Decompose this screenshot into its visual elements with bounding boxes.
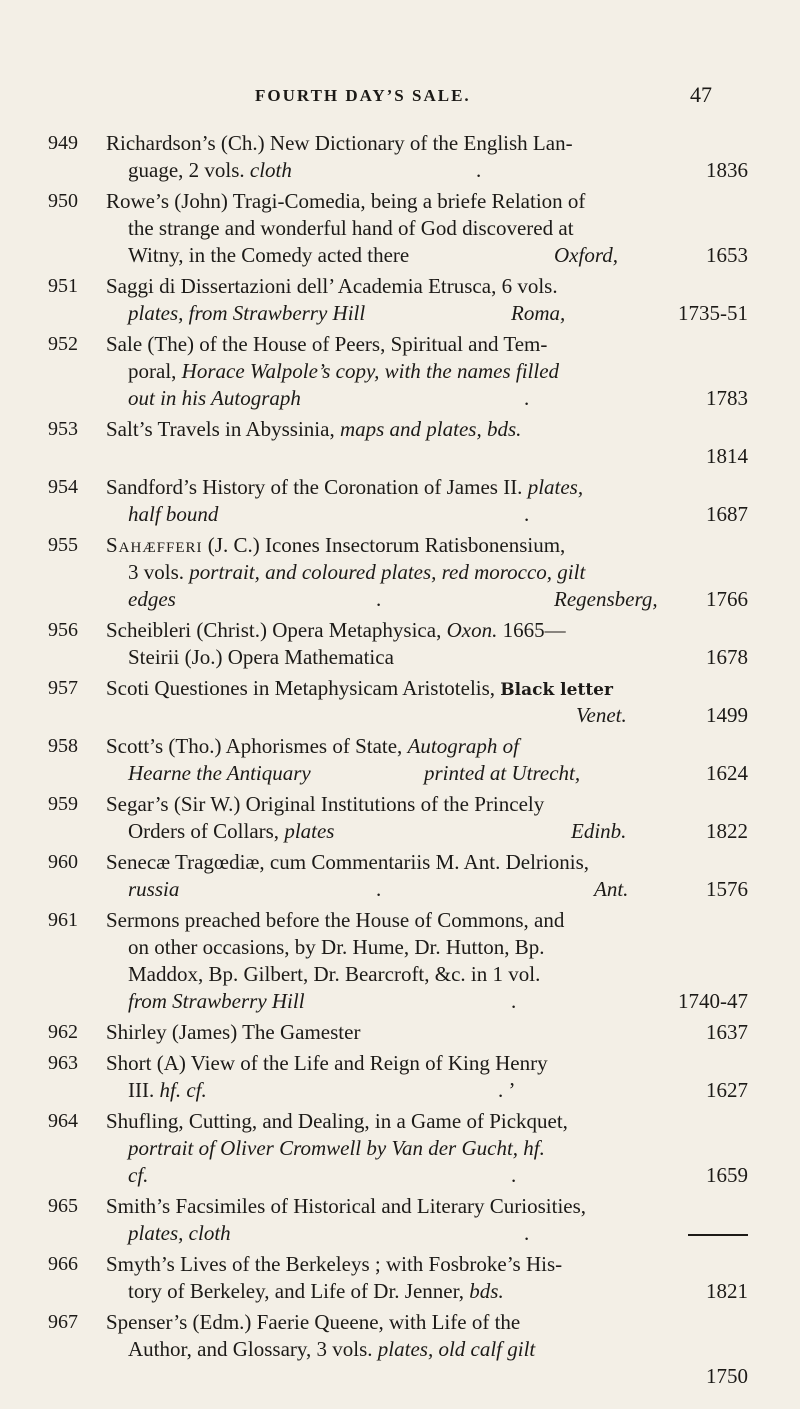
page-header — [0, 82, 800, 116]
entry-line: Sandford’s History of the Coronation of James II. plates, — [106, 475, 584, 499]
entry-line: Author, and Glossary, 3 vols. plates, old calf gilt — [128, 1337, 536, 1361]
entry-line: Short (A) View of the Life and Reign of King Henry — [106, 1051, 548, 1075]
lot-number: 952 — [48, 333, 78, 355]
lot-number: 958 — [48, 735, 78, 757]
entry-line: Smith’s Facsimiles of Historical and Literary Curiosities, — [106, 1194, 587, 1218]
entry-line: plates, from Strawberry Hill Roma, 1735-51 — [128, 301, 748, 325]
lot-number: 950 — [48, 190, 78, 212]
entry-line: edges . Regensberg, 1766 — [128, 587, 748, 611]
lot-number: 967 — [48, 1311, 78, 1333]
lot-number: 966 — [48, 1253, 78, 1275]
entry-line: 1750 — [706, 1364, 748, 1388]
entry-line: tory of Berkeley, and Life of Dr. Jenner, bds. 1821 — [128, 1279, 748, 1303]
entry-line: out in his Autograph . 1783 — [128, 386, 748, 410]
entry-line: Rowe’s (John) Tragi-Comedia, being a briefe Relation of — [106, 189, 586, 213]
entry-line: Richardson’s (Ch.) New Dictionary of the English Lan- — [106, 131, 573, 155]
entry-line: III. hf. cf. . ’ 1627 — [128, 1078, 748, 1102]
lot-number: 956 — [48, 619, 78, 641]
entry-line: on other occasions, by Dr. Hume, Dr. Hutton, Bp. — [128, 935, 545, 959]
entry-line: half bound . 1687 — [128, 502, 748, 526]
lot-number: 960 — [48, 851, 78, 873]
entry-line: Salt’s Travels in Abyssinia, maps and plates, bds. — [106, 417, 522, 441]
lot-number: 963 — [48, 1052, 78, 1074]
entry-line: cf. . 1659 — [128, 1163, 748, 1187]
lot-number: 949 — [48, 132, 78, 154]
entry-line: the strange and wonderful hand of God discovered at — [128, 216, 574, 240]
lot-number: 955 — [48, 534, 78, 556]
lot-number: 962 — [48, 1021, 78, 1043]
entry-line: portrait of Oliver Cromwell by Van der Gucht, hf. — [128, 1136, 545, 1160]
entry-line: from Strawberry Hill . 1740-47 — [128, 989, 748, 1013]
entry-line: Sahæfferi (J. C.) Icones Insectorum Ratisbonensium, — [106, 533, 566, 557]
entry-line: Hearne the Antiquary printed at Utrecht, 1624 — [128, 761, 748, 785]
entry-line: Smyth’s Lives of the Berkeleys ; with Fosbroke’s His- — [106, 1252, 563, 1276]
entry-line: Scheibleri (Christ.) Opera Metaphysica, Oxon. 1665— — [106, 618, 566, 642]
entry-line: Sale (The) of the House of Peers, Spiritual and Tem- — [106, 332, 548, 356]
lot-number: 961 — [48, 909, 78, 931]
lot-number: 964 — [48, 1110, 78, 1132]
entry-line: Shufling, Cutting, and Dealing, in a Game of Pickquet, — [106, 1109, 568, 1133]
entry-line: 3 vols. portrait, and coloured plates, red morocco, gilt — [128, 560, 586, 584]
entry-line: Maddox, Bp. Gilbert, Dr. Bearcroft, &c. in 1 vol. — [128, 962, 541, 986]
entry-line: Witny, in the Comedy acted there Oxford, 1653 — [128, 243, 748, 267]
lot-number: 954 — [48, 476, 78, 498]
lot-number: 951 — [48, 275, 78, 297]
running-title: FOURTH DAY’S SALE. — [255, 86, 471, 105]
entry-line: Senecæ Tragœdiæ, cum Commentariis M. Ant. Delrionis, — [106, 850, 589, 874]
entry-line: Scoti Questiones in Metaphysicam Aristotelis, Black letter — [106, 676, 613, 700]
page-number: 47 — [690, 82, 712, 107]
entry-line: Orders of Collars, plates Edinb. 1822 — [128, 819, 748, 843]
price-dash — [688, 1234, 748, 1236]
entry-line: Scott’s (Tho.) Aphorismes of State, Autograph of — [106, 734, 519, 758]
entry-line: Shirley (James) The Gamester 1637 — [106, 1020, 748, 1044]
lot-number: 953 — [48, 418, 78, 440]
entry-line: Steirii (Jo.) Opera Mathematica 1678 — [128, 645, 748, 669]
entry-line: Saggi di Dissertazioni dell’ Academia Etrusca, 6 vols. — [106, 274, 558, 298]
entry-line: russia . Ant. 1576 — [128, 877, 748, 901]
entry-line: plates, cloth . — [106, 1220, 748, 1247]
lot-number: 957 — [48, 677, 78, 699]
entry-line: Spenser’s (Edm.) Faerie Queene, with Life of the — [106, 1310, 521, 1334]
entry-line: poral, Horace Walpole’s copy, with the names filled — [128, 359, 560, 383]
entry-line: Segar’s (Sir W.) Original Institutions of the Princely — [106, 792, 545, 816]
lot-number: 965 — [48, 1195, 78, 1217]
entry-line: Sermons preached before the House of Commons, and — [106, 908, 565, 932]
lot-number: 959 — [48, 793, 78, 815]
entry-line: 1814 — [706, 444, 748, 468]
entry-line: guage, 2 vols. cloth . 1836 — [128, 158, 748, 182]
entry-line: Venet. 1499 — [576, 703, 748, 727]
